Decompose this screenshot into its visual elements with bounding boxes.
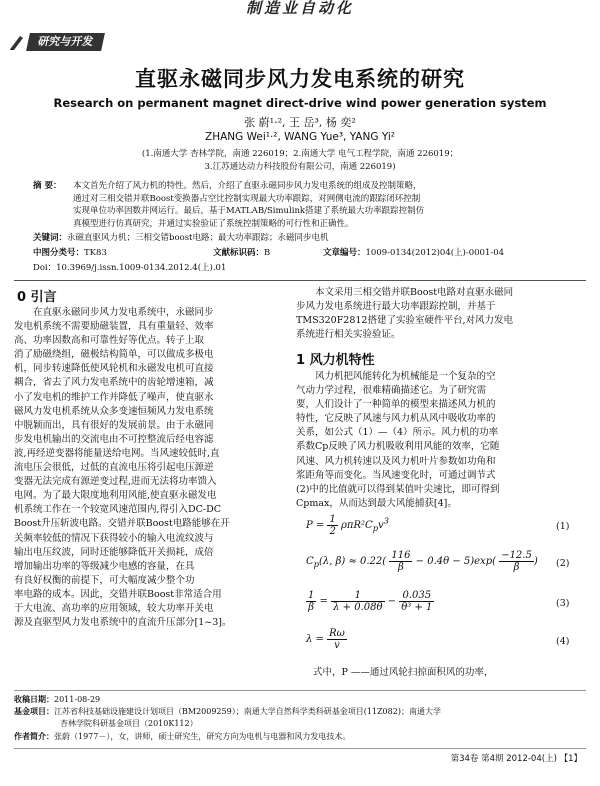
section-1-body	[296, 370, 586, 511]
equation-1: P = $\frac{1}{2}$ $\rho\pi R^2C_pv^3$	[306, 514, 389, 537]
text-line: 电网。为了最大限度地利用风能,使直驱永磁发电	[14, 490, 217, 502]
article-no-value: 1009-0134(2012)04(上)-0001-04	[365, 248, 505, 258]
equation-3: $\frac{1}{\beta}$ = $\frac{1}{\lambda + 0.08\theta}$ − $\frac{0.035}{\text{θ³ + 1}}$	[308, 590, 433, 613]
text-line: 发电机系统不需要励磁装置，具有重量轻、效率	[14, 321, 214, 333]
text-line: 增加输出功率的等级减少电感的容量，在具	[14, 560, 195, 572]
abstract-line: 实现单位功率因数并网运行。最后，基于MATLAB/Simulink搭建了系统最大功率跟踪控制仿	[73, 206, 425, 216]
eq2-mid: − 0.4θ − 5)exp(	[415, 556, 496, 567]
text-line: 系统进行相关实验验证。	[296, 329, 401, 341]
abstract-line: 本文首先介绍了风力机的特性。然后，介绍了直驱永磁同步风力发电系统的组成及控制策略，	[73, 181, 422, 191]
text-line: 风力机把风能转化为机械能是一个复杂的空	[315, 371, 496, 382]
doc-code-value: B	[264, 248, 271, 258]
section-1-heading: 1 风力机特性	[296, 353, 375, 368]
eq4-number: (4)	[556, 636, 570, 647]
affiliation-line-1: (1.南通大学 杏林学院，南通 226019；2.南通大学 电气工程学院，南通 226019；	[141, 149, 459, 159]
text-line: 步发电机输出的交流电由不可控整流后经电容滤	[14, 433, 214, 445]
fund-line: 江苏省科技基础设施建设计划项目（BM2009259）；南通大学自然科学类科研基金项目(11Z082)；南通大学	[54, 707, 441, 716]
eq1-lhs: P =	[306, 520, 325, 531]
text-line: 率电路的成本。因此，交错并联Boost非常适合用	[14, 588, 222, 600]
text-line: 机系统工作在一个较宽风速范围内,得引入DC-DC	[14, 504, 222, 516]
eq-num: Rω	[329, 628, 345, 639]
eq-den: v	[334, 640, 340, 651]
intro-heading: 0 引言	[17, 290, 57, 305]
clc-label: 中图分类号：	[33, 248, 85, 258]
page-info: 第34卷 第4期 2012-04(上) 【1】	[450, 754, 582, 764]
eq-num: 116	[391, 550, 411, 561]
column-badge	[8, 33, 148, 51]
eq-den: β	[398, 562, 404, 573]
keywords-value: 永磁直驱风力机；三相交错boost电路；最大功率跟踪；永磁同步电机	[67, 233, 329, 243]
authors-cn: 张 蔚¹·², 王 岳³, 杨 奕²	[244, 116, 356, 129]
text-line: 风速、风力机转速以及风力机叶片参数如功角和	[296, 455, 496, 467]
footnote-fund	[14, 706, 586, 718]
abstract-body	[73, 180, 570, 230]
eq-num: −12.5	[501, 550, 532, 561]
text-line: 本文采用三相交错并联Boost电路对直驱永磁同	[315, 287, 514, 298]
abstract	[33, 180, 570, 232]
footnote-author	[14, 731, 586, 743]
eq1-rhs: ρπR²C	[341, 520, 373, 531]
journal-header: 制造业自动化	[245, 0, 354, 17]
text-line: 浆距角等而变化。当风速变化时，可通过调节式	[296, 469, 496, 481]
text-line: 机，同步转速降低使风轮机和永磁发电机可直接	[14, 363, 214, 375]
footnote-received	[14, 694, 586, 706]
text-line: 源及直驱型风力发电系统中的直流升压部分[1~3]。	[14, 617, 232, 629]
eq4-lhs: λ =	[306, 634, 324, 645]
text-line: 有良好权衡的前提下，可大幅度减少整个功	[14, 574, 195, 586]
fund-line: 杏林学院科研基金项目（2010K112）	[60, 719, 198, 728]
text-line: 特性，它反映了风速与风力机从风中吸收功率的	[296, 413, 496, 425]
eq-num: 0.035	[399, 590, 434, 602]
eq-den: β	[513, 562, 520, 573]
intro-body	[14, 306, 284, 630]
text-line: 步风力发电系统进行最大功率跟踪控制，并基于	[296, 301, 496, 313]
eq-den: β	[308, 602, 315, 613]
abstract-label: 摘 要：	[33, 181, 62, 191]
doi: Doi：10.3969/j.issn.1009-0134.2012.4(上).01	[33, 263, 227, 273]
eq2-lhs: C	[306, 556, 314, 567]
text-line: 流电压会很低，过低的直流电压将引起电压源逆	[14, 462, 214, 474]
authors-en: ZHANG Wei¹·², WANG Yue³, YANG Yi²	[205, 131, 395, 143]
text-line: 关频率较低的情况下获得较小的输入电流纹波与	[14, 532, 214, 544]
paper-title-en: Research on permanent magnet direct-drive wind power generation system	[53, 96, 547, 110]
text-line: 输出电压纹波，同时还能够降低开关损耗，成倍	[14, 546, 214, 558]
abstract-line: 通过对三相交错并联Boost变换器占空比控制实现最大功率跟踪，对网侧电流的跟踪闭环控制	[73, 193, 421, 204]
eq-den: λ + 0.08θ	[333, 602, 383, 613]
eq-num: 1	[308, 590, 315, 601]
article-no-label: 文章编号：	[323, 248, 366, 258]
text-line: 关系，如公式（1）—（4）所示。风力机的功率	[296, 427, 499, 439]
footnote-divider	[14, 690, 586, 691]
where-clause: 式中，P ——通过风轮扫掠面积风的功率，	[313, 667, 494, 678]
text-line: 系数Cp反映了风力机吸收利用风能的效率，它随	[296, 441, 500, 453]
abstract-line: 真模型进行仿真研究，并通过实验验证了系统控制策略的可行性和正确性。	[73, 218, 354, 229]
intro-continued	[296, 286, 586, 342]
text-line: 在直驱永磁同步风力发电系统中，永磁同步	[33, 307, 214, 318]
text-line: (2)中的比值就可以得到某值叶尖速比，即可得到	[296, 483, 500, 495]
keywords-label: 关键词：	[33, 233, 68, 243]
eq-num: 1	[329, 514, 336, 525]
text-line: 磁风力发电机系统从众多变速恒频风力发电系统	[14, 405, 214, 417]
eq3-number: (3)	[556, 598, 570, 609]
text-line: 于大电流、高功率的应用领域，较大功率开关电	[14, 602, 214, 614]
author-label: 作者简介：	[14, 731, 54, 741]
text-line: 耦合，省去了风力发电系统中的齿轮增速箱，减	[14, 377, 214, 389]
eq-num: 1	[331, 590, 384, 602]
text-line: 波,再经逆变器将能量送给电网。当风速较低时,直	[14, 447, 220, 459]
fund-label: 基金项目：	[14, 706, 54, 716]
pen-icon	[8, 33, 26, 51]
text-line: Cpmax，从而达到最大风能捕获[4]。	[296, 497, 457, 509]
text-line: 小了发电机的维护工作并降低了噪声，使直驱永	[14, 391, 214, 403]
text-line: 要，人们设计了一种简单的模型来描述风力机的	[296, 399, 496, 411]
text-line: TMS320F2812搭建了实验室硬件平台,对风力发电	[296, 315, 513, 327]
received-value: 2011-08-29	[54, 695, 101, 704]
clc-value: TK83	[84, 248, 107, 258]
text-line: Boost升压斩波电路。交错并联Boost电路能够在开	[14, 518, 230, 530]
footer-divider	[14, 748, 586, 749]
header-divider	[14, 280, 586, 281]
text-line: 中脱颖而出，具有很好的发展前景。由于永磁同	[14, 419, 214, 431]
eq2-number: (2)	[556, 558, 570, 569]
text-line: 变器无法完成有源逆变过程,进而无法将功率馈入	[14, 476, 217, 488]
classification-row	[33, 247, 570, 259]
author-value: 张蔚（1977－），女，讲师，硕士研究生，研究方向为电机与电器和风力发电技术。	[54, 732, 351, 741]
paper-title-cn: 直驱永磁同步风力发电系统的研究	[135, 67, 465, 91]
equation-2: $C_p(\lambda$, β) ≈ 0.22( $\frac{116}{\beta}$ − 0.4θ − 5)exp( $\frac{-12.5}{\beta}$ )	[306, 550, 538, 573]
column-label: 研究与开发	[26, 33, 105, 51]
eq-den: 2	[329, 526, 336, 537]
affiliation-line-2: 3.江苏通达动力科技股份有限公司，南通 226019)	[204, 162, 396, 172]
text-line: 高、功率因数高和可靠性好等优点。转子上取	[14, 335, 205, 347]
doc-code-label: 文献标识码：	[213, 248, 265, 258]
equation-4	[306, 628, 347, 651]
eq1-number: (1)	[556, 521, 570, 532]
eq-den: θ³ + 1	[401, 602, 433, 613]
keywords	[33, 232, 570, 244]
text-line: 消了励磁绕组，磁极结构简单，可以做成多极电	[14, 349, 214, 361]
text-line: 气动力学过程，很难精确描述它。为了研究需	[296, 385, 487, 397]
received-label: 收稿日期：	[14, 694, 54, 704]
